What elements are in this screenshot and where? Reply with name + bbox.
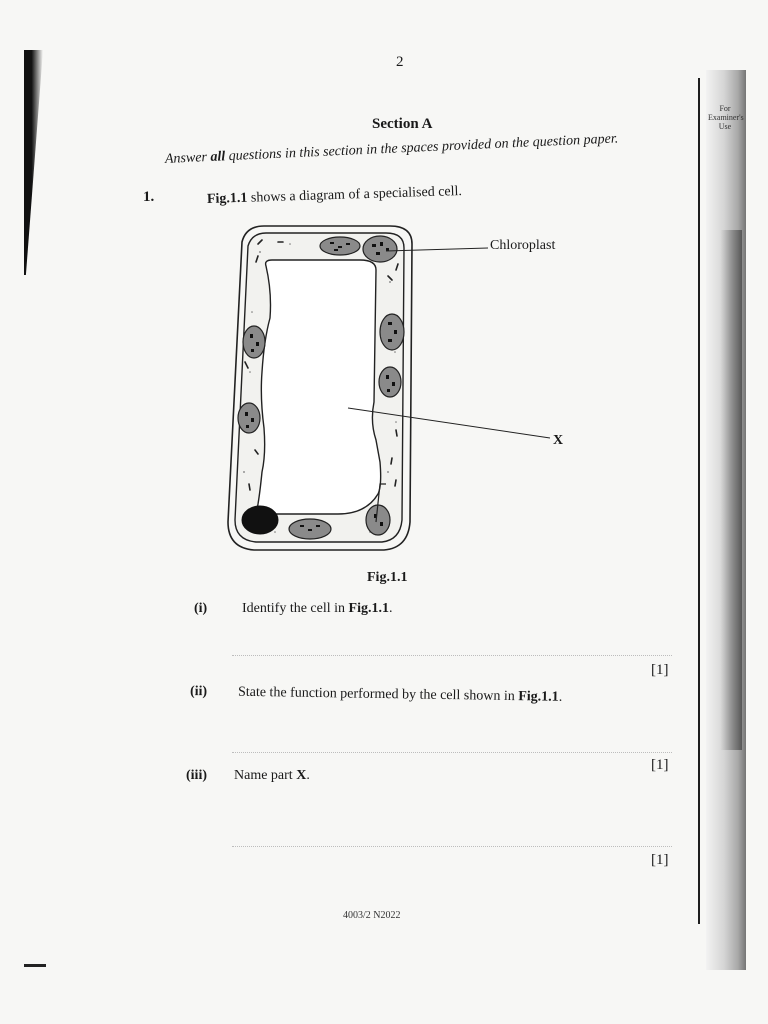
question-stem [207,184,462,208]
scan-mark [24,964,46,967]
scan-binding-shadow-dark [720,230,742,750]
part-ii [190,684,562,706]
part-iii [186,768,310,784]
examiner-word-3: Use [718,122,732,131]
part-i-number: (i) [194,601,208,616]
scan-edge-shadow [24,50,43,275]
mark-ii: [1] [651,757,669,773]
chloroplast-4 [380,314,404,350]
vacuole [258,260,381,514]
x-label: X [553,433,564,448]
part-iii-number: (iii) [186,768,207,783]
part-ii-ref: Fig.1.1 [518,689,559,705]
part-iii-end: . [306,768,310,783]
part-ii-number: (ii) [189,684,208,700]
question-figure-ref: Fig.1.1 [206,190,248,207]
figure-caption: Fig.1.1 [367,570,408,585]
page-number: 2 [396,54,404,70]
part-i-text: Identify the cell in [242,601,349,616]
mark-i: [1] [651,662,669,678]
part-i [194,601,392,617]
question-number: 1. [143,189,155,205]
answer-line-ii[interactable] [232,752,672,753]
part-iii-text: Name part [234,768,297,783]
examiner-word-2: Examiner's [708,113,744,122]
part-i-ref: Fig.1.1 [348,601,389,616]
part-i-end: . [388,601,393,616]
mark-iii: [1] [651,852,669,868]
cell-diagram [220,222,580,562]
examiner-margin-line [698,78,700,924]
part-iii-ref: X [296,768,307,783]
instruction-prefix: Answer [164,149,211,167]
examiner-use-box [708,104,742,131]
part-ii-text: State the function performed by the cell shown in [237,684,519,705]
chloroplast-label: Chloroplast [490,238,556,253]
chloroplast-8 [366,505,390,535]
paper-code: 4003/2 N2022 [343,910,401,921]
answer-line-i[interactable] [232,655,672,656]
chloroplast-3 [243,326,265,358]
examiner-word-1: For [719,104,731,113]
section-title: Section A [372,116,433,132]
chloroplast-6 [238,403,260,433]
nucleus [242,506,278,534]
chloroplast-5 [379,367,401,397]
chloroplast-2 [363,236,397,262]
instruction-suffix: questions in this section in the spaces provided on the question paper. [224,131,619,165]
answer-line-iii[interactable] [232,846,672,847]
instruction-emphasis: all [210,149,226,165]
question-stem-text: shows a diagram of a specialised cell. [247,183,463,206]
instruction-text [165,131,619,168]
part-ii-end: . [558,689,563,705]
